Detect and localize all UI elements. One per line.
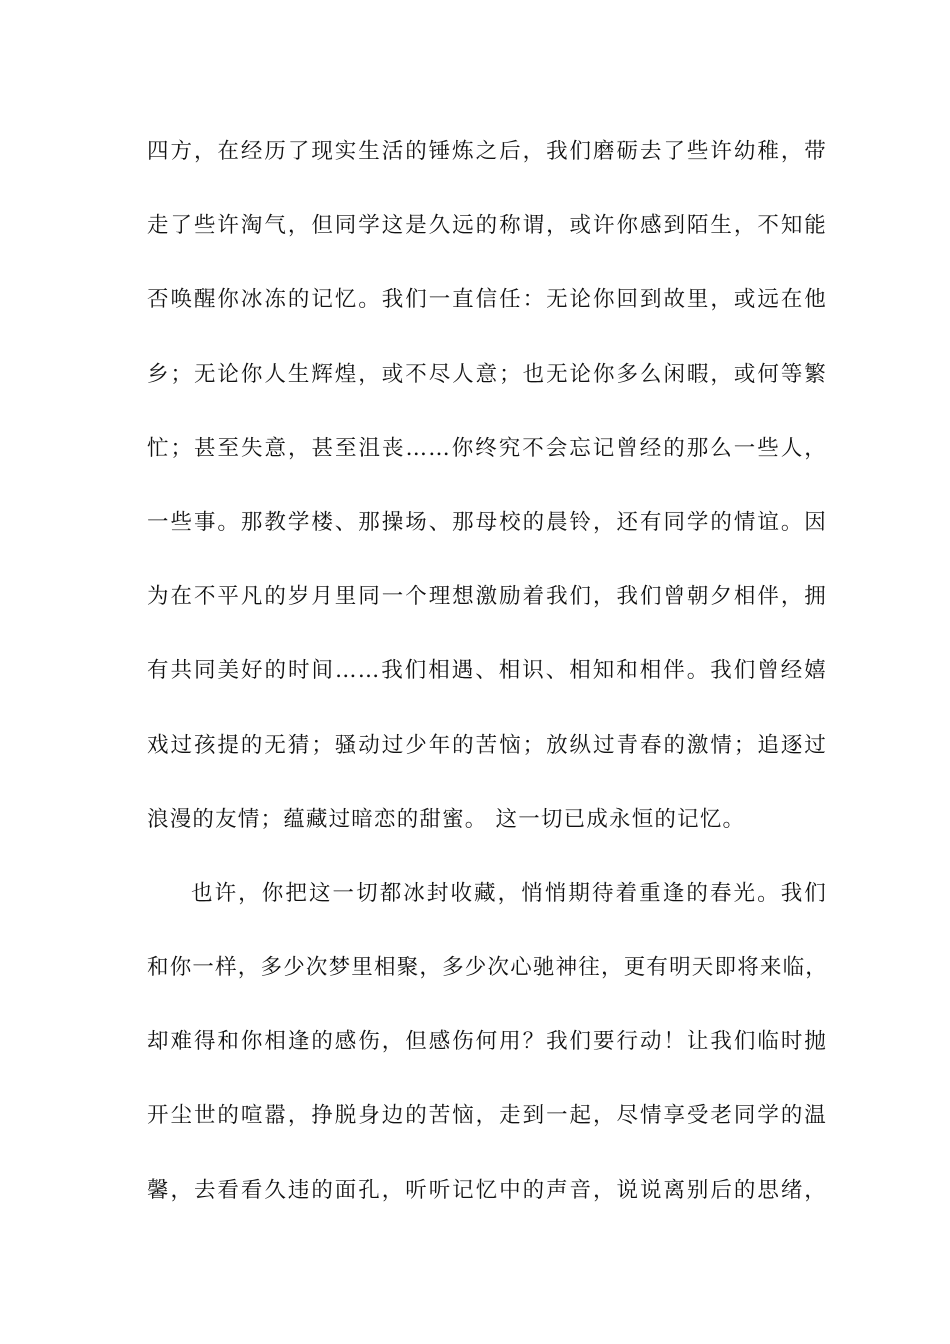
text-line: 乡；无论你人生辉煌，或不尽人意；也无论你多么闲暇，或何等繁 — [147, 361, 827, 387]
paragraph-last-line: 浪漫的友情；蕴藏过暗恋的甜蜜。 这一切已成永恒的记忆。 — [147, 806, 746, 832]
text-line: 走了些许淘气，但同学这是久远的称谓，或许你感到陌生，不知能 — [147, 213, 827, 239]
text-line: 却难得和你相逢的感伤，但感伤何用？我们要行动！让我们临时抛 — [147, 1029, 827, 1055]
text-line: 开尘世的喧嚣，挣脱身边的苦恼，走到一起，尽情享受老同学的温 — [147, 1103, 827, 1129]
document-body — [147, 128, 827, 1241]
text-line: 馨，去看看久违的面孔，听听记忆中的声音，说说离别后的思绪， — [147, 1177, 827, 1203]
text-line: 一些事。那教学楼、那操场、那母校的晨铃，还有同学的情谊。因 — [147, 509, 827, 535]
text-line: 为在不平凡的岁月里同一个理想激励着我们，我们曾朝夕相伴，拥 — [147, 584, 827, 610]
text-line: 有共同美好的时间……我们相遇、相识、相知和相伴。我们曾经嬉 — [147, 658, 827, 684]
text-line: 戏过孩提的无猜；骚动过少年的苦恼；放纵过青春的激情；追逐过 — [147, 732, 827, 758]
text-line: 和你一样，多少次梦里相聚，多少次心驰神往，更有明天即将来临， — [147, 955, 829, 981]
text-line: 忙；甚至失意，甚至沮丧……你终究不会忘记曾经的那么一些人， — [147, 435, 827, 461]
text-line: 四方，在经历了现实生活的锤炼之后，我们磨砺去了些许幼稚，带 — [147, 139, 827, 164]
text-line: 否唤醒你冰冻的记忆。我们一直信任：无论你回到故里，或远在他 — [147, 287, 827, 313]
paragraph-first-line: 也许，你把这一切都冰封收藏，悄悄期待着重逢的春光。我们 — [191, 880, 827, 906]
